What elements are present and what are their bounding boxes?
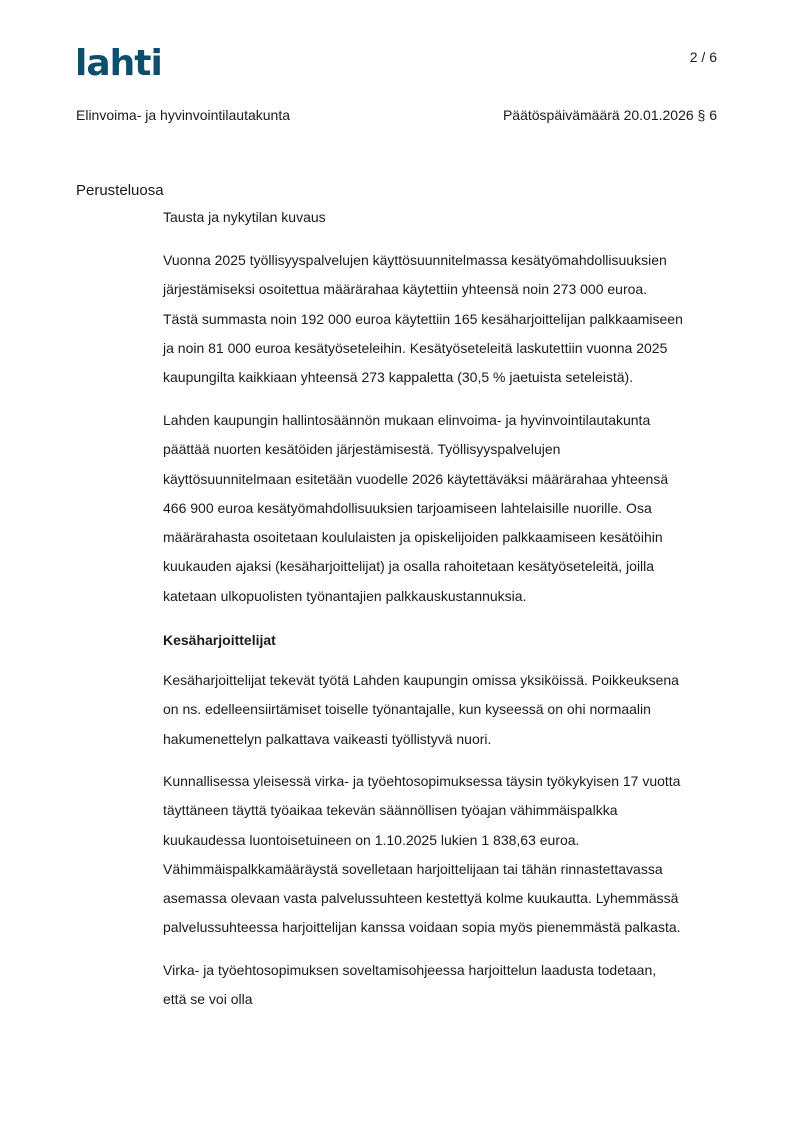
text-line: Lahden kaupungin hallintosäännön mukaan elinvoima- ja hyvinvointilautakunta (163, 412, 651, 428)
section-title: Perusteluosa (76, 182, 164, 199)
paragraph-2 (163, 406, 733, 611)
text-line: katetaan ulkopuolisten työnantajien palkkauskustannuksia. (163, 587, 527, 604)
text-line: määrärahasta osoitetaan koululaisten ja opiskelijoiden palkkaamiseen kesätöihin (163, 529, 663, 546)
text-line: asemassa olevaan vasta palvelussuhteen kestettyä kolme kuukautta. Lyhemmässä (163, 890, 679, 907)
text-line: järjestämiseksi osoitettua määrärahaa käytettiin yhteensä noin 273 000 euroa. (163, 281, 648, 298)
text-line: että se voi olla (163, 991, 253, 1008)
heading-kesaharjoittelijat: Kesäharjoittelijat (163, 632, 276, 648)
paragraph-3 (163, 666, 733, 754)
text-line: on ns. edelleensiirtämiset toiselle työnantajalle, kun kyseessä on ohi normaalin (163, 701, 651, 718)
text-line: käyttösuunnitelmaan esitetään vuodelle 2026 käytettäväksi määrärahaa yhteensä (163, 470, 669, 487)
page-number: 2 / 6 (689, 49, 717, 65)
text-line: Vähimmäispalkkamääräystä sovelletaan harjoittelijaan tai tähän rinnastettavassa (163, 860, 663, 877)
text-line: päättää nuorten kesätöiden järjestämisestä. Työllisyyspalvelujen (163, 441, 561, 458)
subtitle: Tausta ja nykytilan kuvaus (163, 209, 326, 225)
text-line: Tästä summasta noin 192 000 euroa käytettiin 165 kesäharjoittelijan palkkaamiseen (163, 310, 683, 327)
text-line: Kunnallisessa yleisessä virka- ja työehtosopimuksessa täysin työkykyisen 17 vuotta (163, 773, 681, 789)
paragraph-5 (163, 956, 733, 1015)
text-line: kuukaudessa luontoisetuineen on 1.10.2025 lukien 1 838,63 euroa. (163, 831, 580, 848)
text-line: kuukauden ajaksi (kesäharjoittelijat) ja osalla rahoitetaan kesätyöseteleitä, joilla (163, 558, 655, 575)
text-line: Kesäharjoittelijat tekevät työtä Lahden kaupungin omissa yksiköissä. Poikkeuksena (163, 672, 679, 688)
text-line: ja noin 81 000 euroa kesätyöseteleihin. Kesätyöseteleitä laskutettiin vuonna 2025 (163, 339, 668, 356)
text-line: Virka- ja työehtosopimuksen soveltamisohjeessa harjoittelun laadusta todetaan, (163, 962, 657, 978)
paragraph-1 (163, 246, 733, 392)
committee-name: Elinvoima- ja hyvinvointilautakunta (76, 107, 290, 123)
paragraph-4 (163, 767, 733, 943)
text-line: 466 900 euroa kesätyömahdollisuuksien tarjoamiseen lahtelaisille nuorille. Osa (163, 499, 652, 516)
decision-date: Päätöspäivämäärä 20.01.2026 § 6 (502, 107, 717, 123)
text-line: hakumenettelyn palkattava vaikeasti työllistyvä nuori. (163, 730, 492, 747)
text-line: Vuonna 2025 työllisyyspalvelujen käyttösuunnitelmassa kesätyömahdollisuuksien (163, 252, 667, 268)
lahti-logo: lahti (75, 43, 162, 84)
text-line: täyttäneen täyttä työaikaa tekevän säännöllisen työajan vähimmäispalkka (163, 802, 618, 819)
text-line: palvelussuhteessa harjoittelijan kanssa voidaan sopia myös pienemmästä palkasta. (163, 919, 681, 936)
text-line: kaupungilta kaikkiaan yhteensä 273 kappaletta (30,5 % jaetuista seteleistä). (163, 369, 634, 386)
